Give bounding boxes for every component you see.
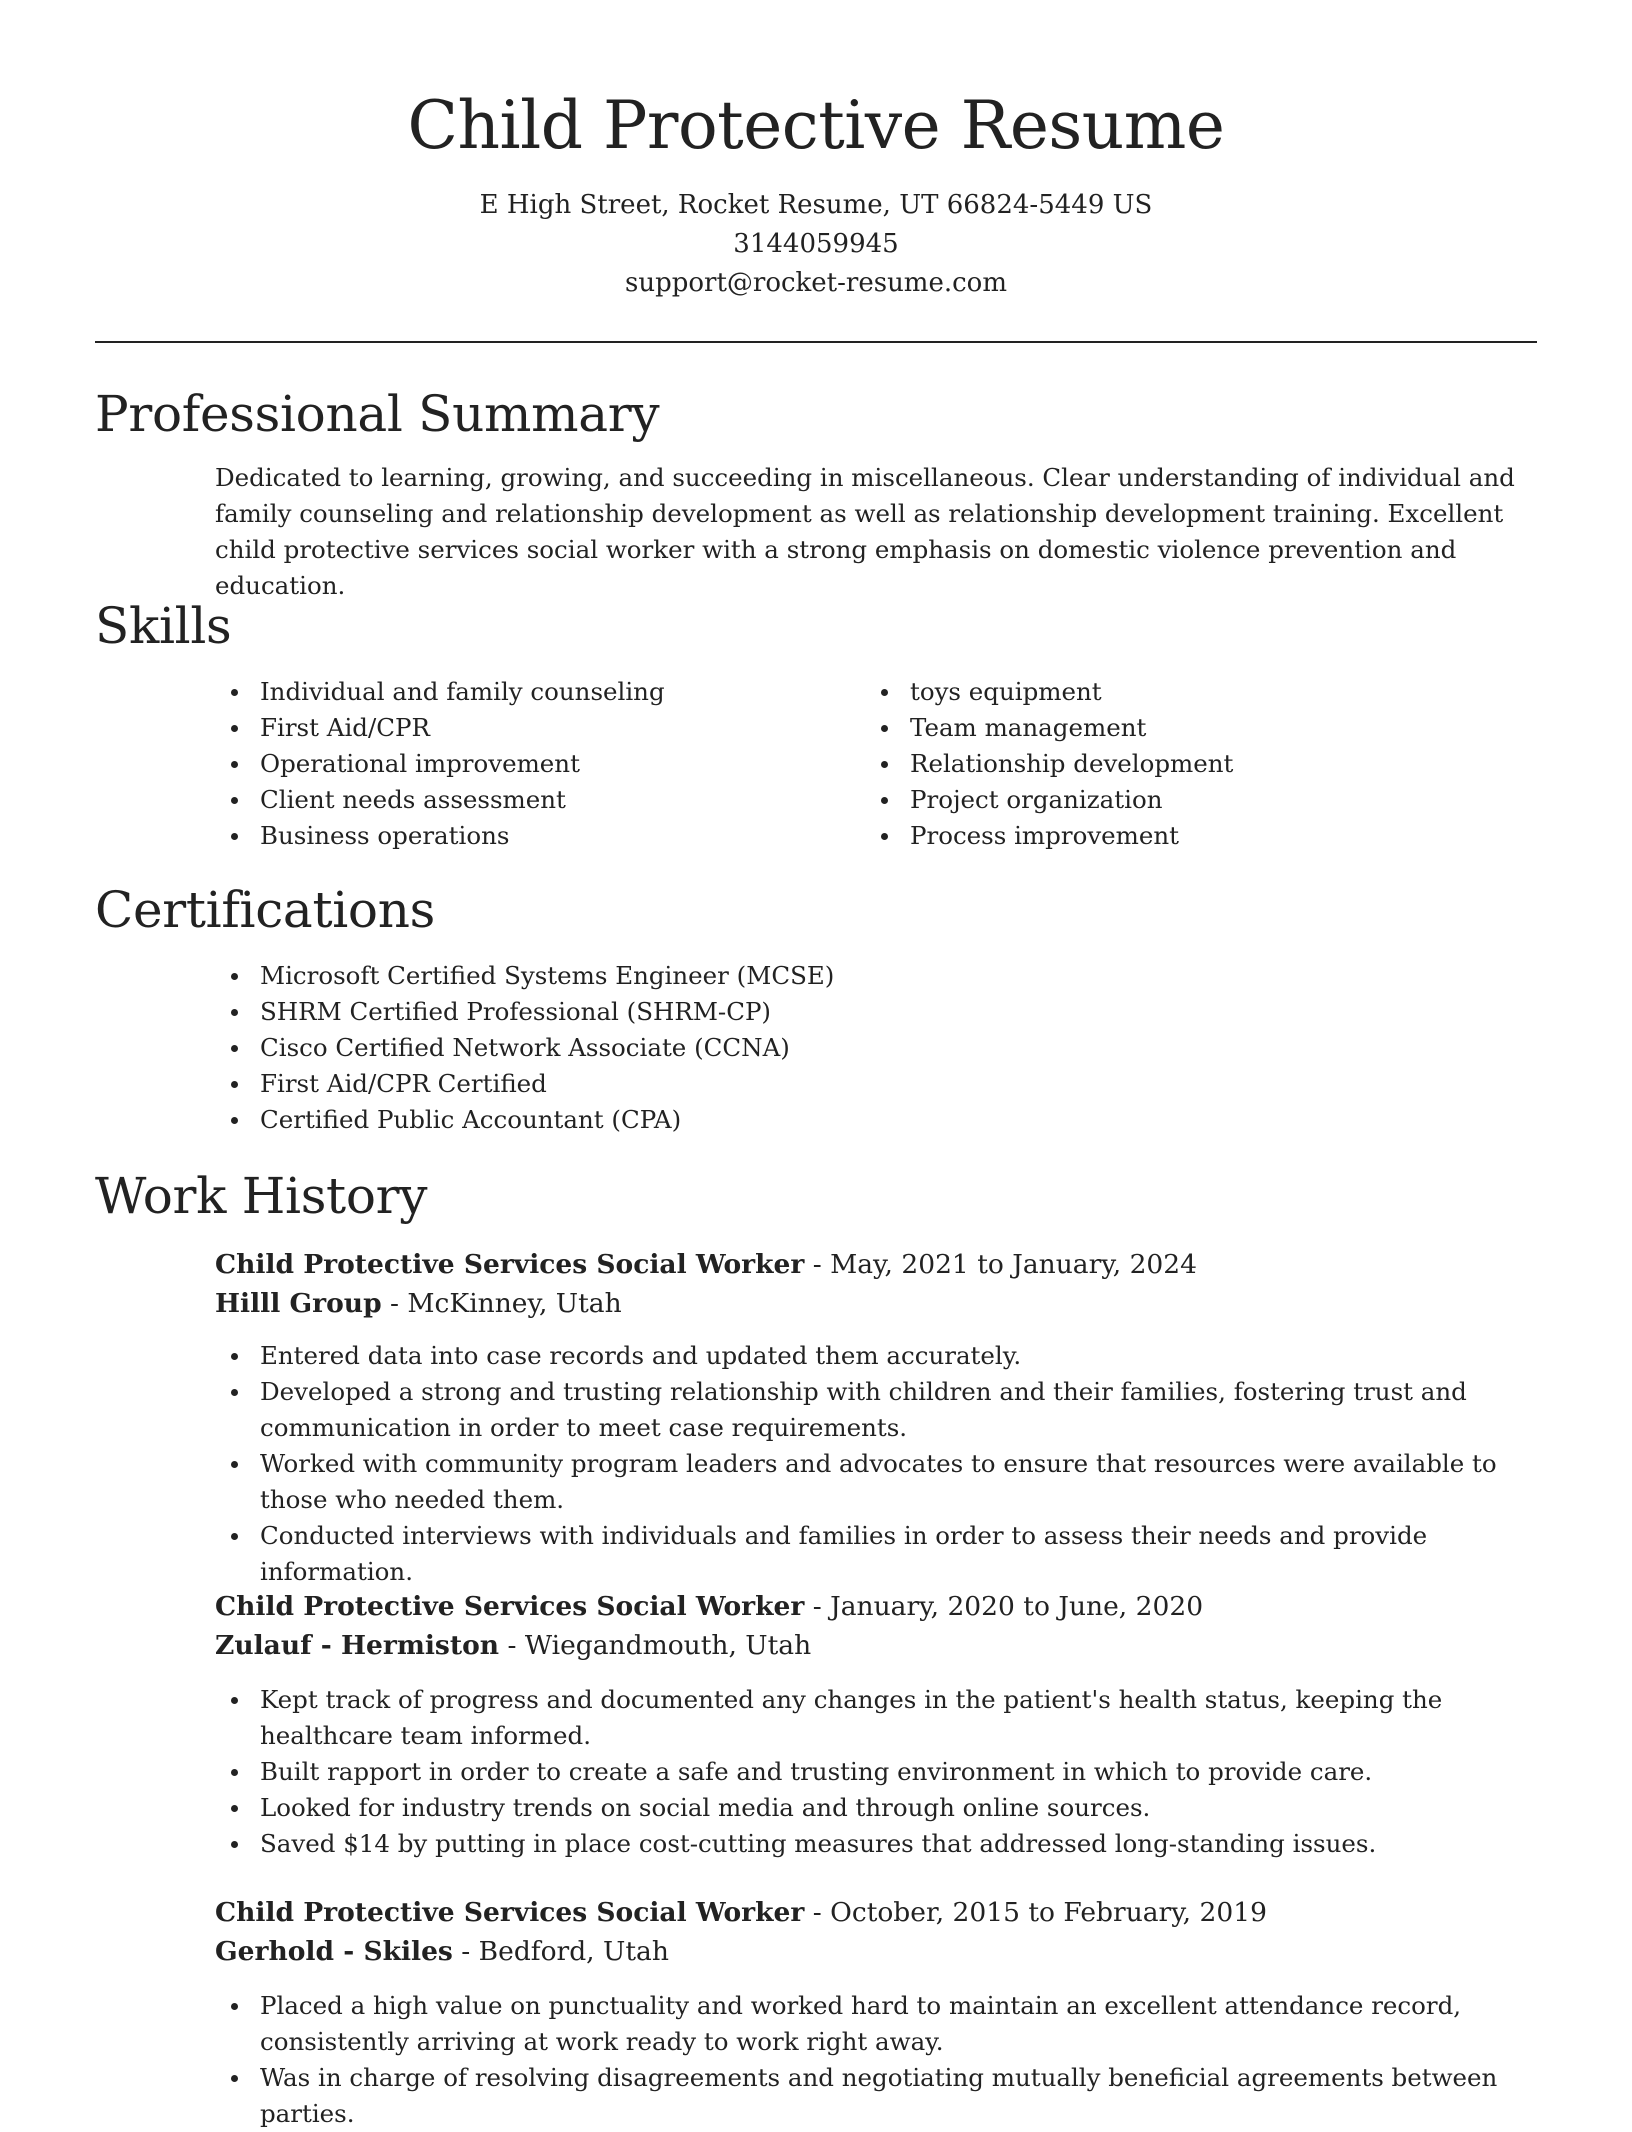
list-item: Kept track of progress and documented any changes in the patient's health status, keeping the healthcare team informed. bbox=[215, 1682, 1537, 1754]
certification-item: Cisco Certified Network Associate (CCNA) bbox=[215, 1030, 1537, 1066]
skill-item: toys equipment bbox=[865, 674, 1537, 710]
list-item: Conducted interviews with individuals and families in order to assess their needs and provide information. bbox=[215, 1518, 1537, 1590]
job-title: Child Protective Services Social Worker bbox=[215, 1897, 805, 1928]
job-bullets bbox=[215, 1988, 1537, 2132]
skill-item: Individual and family counseling bbox=[215, 674, 855, 710]
job-employer: Zulauf - Hermiston bbox=[215, 1630, 500, 1661]
skills-heading: Skills bbox=[95, 597, 232, 655]
summary-text: Dedicated to learning, growing, and succeeding in miscellaneous. Clear understanding of individual and family counseling and relationship development as well as relationship development training. Excellent child protective services social worker with a strong emphasis on domestic violence prevention and education. bbox=[215, 463, 1515, 600]
list-item: Saved $14 by putting in place cost-cutting measures that addressed long-standing issues. bbox=[215, 1826, 1537, 1862]
job-employer: Gerhold - Skiles bbox=[215, 1936, 453, 1967]
list-item: Placed a high value on punctuality and worked hard to maintain an excellent attendance record, consistently arriving at work ready to work right away. bbox=[215, 1988, 1537, 2060]
skills-list-left bbox=[215, 674, 855, 854]
job-location: McKinney, Utah bbox=[407, 1288, 622, 1319]
certifications-list bbox=[215, 958, 1537, 1138]
resume-header bbox=[95, 78, 1537, 303]
job-employer: Hilll Group bbox=[215, 1288, 382, 1319]
address: E High Street, Rocket Resume, UT 66824-5449 US bbox=[479, 190, 1153, 220]
email: support@rocket-resume.com bbox=[624, 268, 1007, 298]
certification-item: First Aid/CPR Certified bbox=[215, 1066, 1537, 1102]
certifications-heading: Certifications bbox=[95, 881, 435, 939]
phone: 3144059945 bbox=[733, 229, 899, 259]
job-employer-line: Zulauf - Hermiston - Wiegandmouth, Utah bbox=[215, 1630, 812, 1661]
job-dates: January, 2020 to June, 2020 bbox=[830, 1591, 1204, 1622]
skill-item: Relationship development bbox=[865, 746, 1537, 782]
job-dates: May, 2021 to January, 2024 bbox=[830, 1249, 1198, 1280]
page-title: Child Protective Resume bbox=[407, 87, 1225, 164]
certification-item: SHRM Certified Professional (SHRM-CP) bbox=[215, 994, 1537, 1030]
header-divider bbox=[95, 341, 1537, 343]
list-item: Worked with community program leaders and advocates to ensure that resources were available to those who needed them. bbox=[215, 1446, 1537, 1518]
list-item: Built rapport in order to create a safe and trusting environment in which to provide care. bbox=[215, 1754, 1537, 1790]
job-employer-line: Hilll Group - McKinney, Utah bbox=[215, 1288, 622, 1319]
job-title: Child Protective Services Social Worker bbox=[215, 1249, 805, 1280]
job-title-line: Child Protective Services Social Worker - October, 2015 to February, 2019 bbox=[215, 1897, 1267, 1928]
job-title: Child Protective Services Social Worker bbox=[215, 1591, 805, 1622]
job-dates: October, 2015 to February, 2019 bbox=[830, 1897, 1267, 1928]
skill-item: First Aid/CPR bbox=[215, 710, 855, 746]
job-bullets bbox=[215, 1682, 1537, 1862]
job-title-line: Child Protective Services Social Worker - May, 2021 to January, 2024 bbox=[215, 1249, 1198, 1280]
list-item: Entered data into case records and updated them accurately. bbox=[215, 1338, 1537, 1374]
job-title-line: Child Protective Services Social Worker - January, 2020 to June, 2020 bbox=[215, 1591, 1204, 1622]
skill-item: Operational improvement bbox=[215, 746, 855, 782]
skill-item: Project organization bbox=[865, 782, 1537, 818]
certification-item: Microsoft Certified Systems Engineer (MCSE) bbox=[215, 958, 1537, 994]
list-item: Developed a strong and trusting relationship with children and their families, fostering trust and communication in order to meet case requirements. bbox=[215, 1374, 1537, 1446]
skill-item: Business operations bbox=[215, 818, 855, 854]
certification-item: Certified Public Accountant (CPA) bbox=[215, 1102, 1537, 1138]
job-location: Bedford, Utah bbox=[478, 1936, 669, 1967]
work-history-heading: Work History bbox=[95, 1167, 428, 1225]
job-employer-line: Gerhold - Skiles - Bedford, Utah bbox=[215, 1936, 669, 1967]
skill-item: Client needs assessment bbox=[215, 782, 855, 818]
summary-heading: Professional Summary bbox=[95, 385, 660, 443]
contact-info bbox=[95, 186, 1537, 303]
list-item: Looked for industry trends on social media and through online sources. bbox=[215, 1790, 1537, 1826]
skill-item: Process improvement bbox=[865, 818, 1537, 854]
list-item: Was in charge of resolving disagreements and negotiating mutually beneficial agreements between parties. bbox=[215, 2060, 1537, 2132]
skills-list-right bbox=[865, 674, 1537, 854]
job-location: Wiegandmouth, Utah bbox=[524, 1630, 812, 1661]
job-bullets bbox=[215, 1338, 1537, 1590]
skill-item: Team management bbox=[865, 710, 1537, 746]
